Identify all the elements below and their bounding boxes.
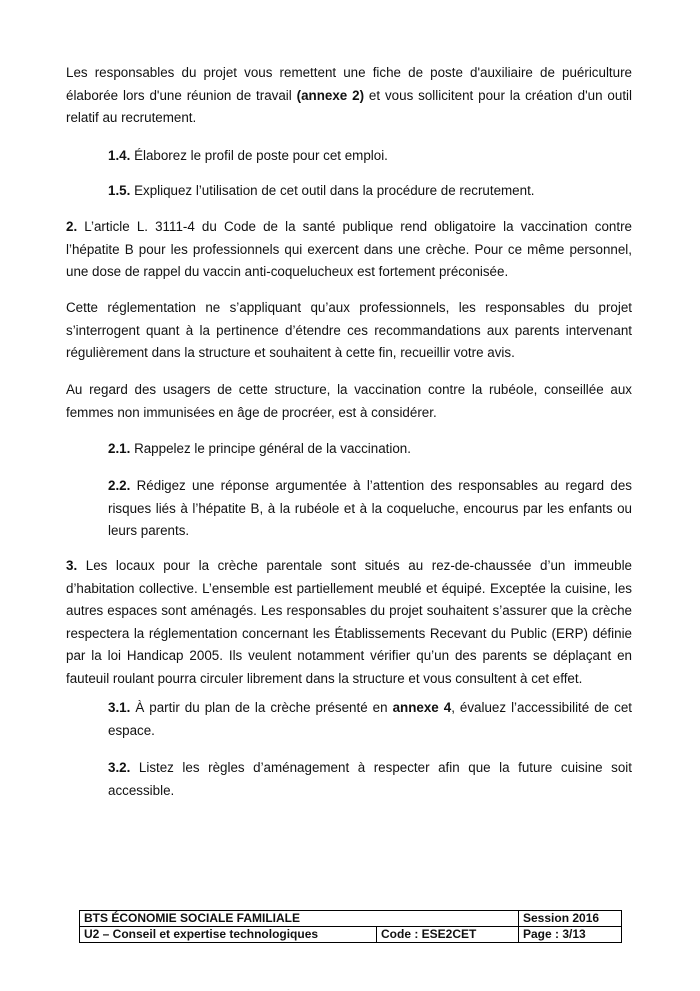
section-number: 3. bbox=[66, 558, 78, 573]
footer-exam-title: BTS ÉCONOMIE SOCIALE FAMILIALE bbox=[80, 911, 519, 927]
question-1-5: 1.5. Expliquez l’utilisation de cet outil dans la procédure de recrutement. bbox=[108, 183, 535, 198]
question-2-1: 2.1. Rappelez le principe général de la vaccination. bbox=[108, 441, 411, 456]
question-number: 1.5. bbox=[108, 183, 131, 198]
question-2-2: 2.2. Rédigez une réponse argumentée à l’attention des responsables au regard des risques liés à l’hépatite B, à la rubéole et à la coqueluche, encourus par les enfants ou leurs parents. bbox=[108, 478, 632, 538]
footer-code: Code : ESE2CET bbox=[377, 927, 519, 943]
paragraph-reglementation: Cette réglementation ne s’appliquant qu’aux professionnels, les responsables du projet s’interrogent quant à la pertinence d’étendre ces recommandations aux parents intervenant régulièrement dans la structure et souhaitent à cette fin, recueillir votre avis. bbox=[66, 300, 632, 360]
paragraph-3: 3. Les locaux pour la crèche parentale sont situés au rez-de-chaussée d’un immeuble d’habitation collective. L’ensemble est partiellement meublé et équipé. Exceptée la cuisine, les autres espaces sont aménagés. Les responsables du projet souhaitent s’assurer que la crèche respectera la réglementation concernant les Établissements Recevant du Public (ERP) définie par la loi Handicap 2005. Ils veulent notamment vérifier qu’un des parents se déplaçant en fauteuil roulant pourra circuler librement dans la structure et vous consultent à cet effet. bbox=[66, 558, 632, 686]
question-number: 3.1. bbox=[108, 700, 131, 715]
section-number: 2. bbox=[66, 219, 78, 234]
footer-unit: U2 – Conseil et expertise technologiques bbox=[80, 927, 377, 943]
paragraph-2: 2. L’article L. 3111-4 du Code de la santé publique rend obligatoire la vaccination contre l’hépatite B pour les professionnels qui exercent dans une crèche. Pour ce même personnel, une dose de rappel du vaccin anti-coquelucheux est fortement préconisée. bbox=[66, 219, 632, 279]
annexe-2-ref: (annexe 2) bbox=[296, 87, 365, 103]
question-3-1: 3.1. À partir du plan de la crèche présenté en annexe 4, évaluez l’accessibilité de cet espace. bbox=[108, 700, 632, 738]
paragraph-intro: Les responsables du projet vous remettent une fiche de poste d'auxiliaire de puériculture élaborée lors d'une réunion de travail (annexe 2) et vous sollicitent pour la création d'un outil relatif au recrutement. bbox=[66, 65, 632, 125]
footer-table bbox=[79, 910, 622, 943]
paragraph-usagers: Au regard des usagers de cette structure, la vaccination contre la rubéole, conseillée aux femmes non immunisées en âge de procréer, est à considérer. bbox=[66, 382, 632, 420]
question-number: 2.2. bbox=[108, 478, 131, 493]
footer-page: Page : 3/13 bbox=[519, 927, 622, 943]
annexe-4-ref: annexe 4 bbox=[392, 700, 452, 715]
question-number: 1.4. bbox=[108, 148, 131, 163]
question-number: 3.2. bbox=[108, 760, 131, 775]
question-number: 2.1. bbox=[108, 441, 131, 456]
footer-session: Session 2016 bbox=[519, 911, 622, 927]
question-3-2: 3.2. Listez les règles d’aménagement à respecter afin que la future cuisine soit accessible. bbox=[108, 760, 632, 798]
question-1-4: 1.4. Élaborez le profil de poste pour cet emploi. bbox=[108, 148, 388, 163]
